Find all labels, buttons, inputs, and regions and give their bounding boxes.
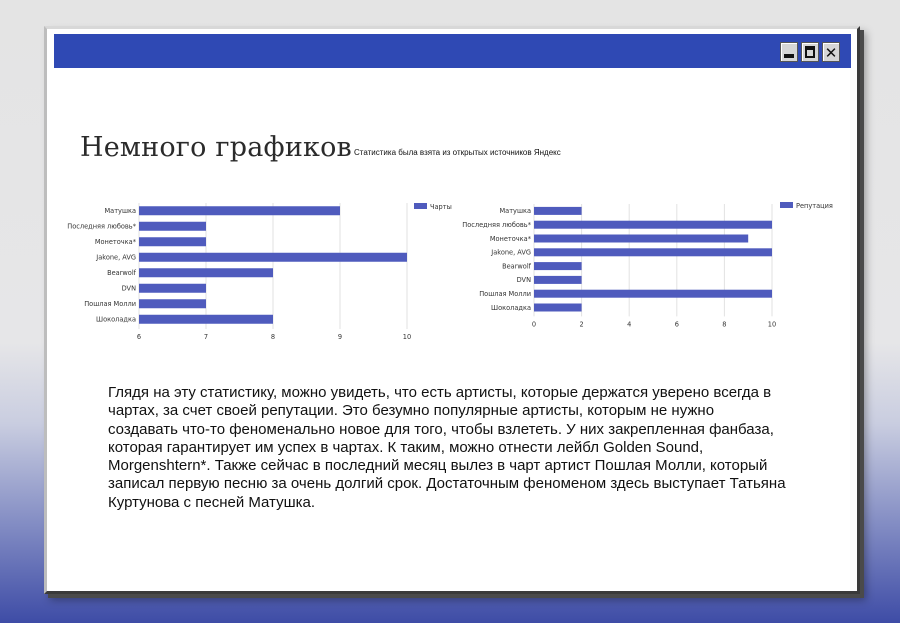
reputation-bar-chart	[462, 199, 842, 334]
source-note: Статистика была взята из открытых источников Яндекс	[354, 148, 561, 157]
category-label: Матушка	[104, 207, 136, 216]
bar	[534, 304, 582, 312]
close-icon[interactable]: ✕	[822, 42, 840, 62]
category-label: Последняя любовь*	[67, 222, 136, 231]
category-label: Jakone, AVG	[96, 253, 136, 262]
category-label: Матушка	[499, 207, 531, 216]
category-label: Монеточка*	[94, 238, 136, 247]
bar	[139, 253, 407, 262]
category-label: DVN	[121, 284, 136, 293]
bar	[534, 207, 582, 215]
x-tick-label: 7	[203, 333, 209, 341]
category-label: Шоколадка	[96, 315, 136, 324]
legend-label: Репутация	[796, 202, 833, 210]
x-tick-label: 0	[531, 320, 537, 329]
bar	[534, 276, 582, 284]
x-tick-label: 2	[579, 320, 584, 329]
x-tick-label: 8	[722, 320, 727, 329]
x-tick-label: 6	[674, 320, 679, 329]
bar	[139, 299, 206, 308]
bar	[139, 284, 206, 293]
bar	[534, 221, 772, 229]
charts-bar-chart	[47, 199, 467, 349]
slide-body-text: Глядя на эту статистику, можно увидеть, что есть артисты, которые держатся уверено всегда в чартах, за счет своей репутации. Это безумно популярные артисты, которым не нужно создавать что-то феноменально новое для того, чтобы взлететь. У них закрепленная фанбаза, которая гарантирует им успех в чартах. К таким, можно отнести лейбл Golden Sound, Morgenshtern*. Также сейчас в последний месяц вылез в чарт артист Пошлая Молли, который записал первую песню за очень долгий срок. Достаточным феноменом здесь выступает Татьяна Куртунова с песней Матушка.	[108, 384, 786, 511]
x-tick-label: 10	[402, 333, 412, 341]
category-label: Пошлая Молли	[479, 290, 531, 298]
category-label: Монеточка*	[489, 234, 531, 243]
legend-swatch	[780, 202, 793, 208]
bar	[139, 268, 273, 277]
category-label: Jakone, AVG	[491, 248, 531, 257]
minimize-icon[interactable]	[780, 42, 798, 62]
bar	[139, 222, 206, 231]
x-tick-label: 4	[627, 320, 632, 329]
slide-window	[44, 26, 860, 594]
legend-swatch	[414, 203, 427, 209]
bar	[534, 290, 772, 298]
category-label: Пошлая Молли	[84, 300, 136, 309]
x-tick-label: 9	[337, 333, 343, 341]
bar	[534, 248, 772, 256]
bar	[534, 235, 748, 243]
x-tick-label: 8	[270, 333, 276, 341]
bar	[534, 262, 582, 270]
category-label: DVN	[516, 276, 531, 285]
legend-label: Чарты	[430, 203, 452, 211]
category-label: Шоколадка	[491, 303, 531, 312]
category-label: Последняя любовь*	[462, 221, 531, 229]
bar	[139, 206, 340, 215]
maximize-icon[interactable]	[801, 42, 819, 62]
slide-title: Немного графиков	[80, 132, 352, 163]
x-tick-label: 10	[767, 320, 777, 329]
bar	[139, 315, 273, 324]
category-label: Bearwolf	[107, 269, 136, 278]
title-bar[interactable]	[54, 34, 851, 68]
category-label: Bearwolf	[502, 262, 531, 271]
bar	[139, 237, 206, 246]
x-tick-label: 6	[136, 333, 142, 341]
